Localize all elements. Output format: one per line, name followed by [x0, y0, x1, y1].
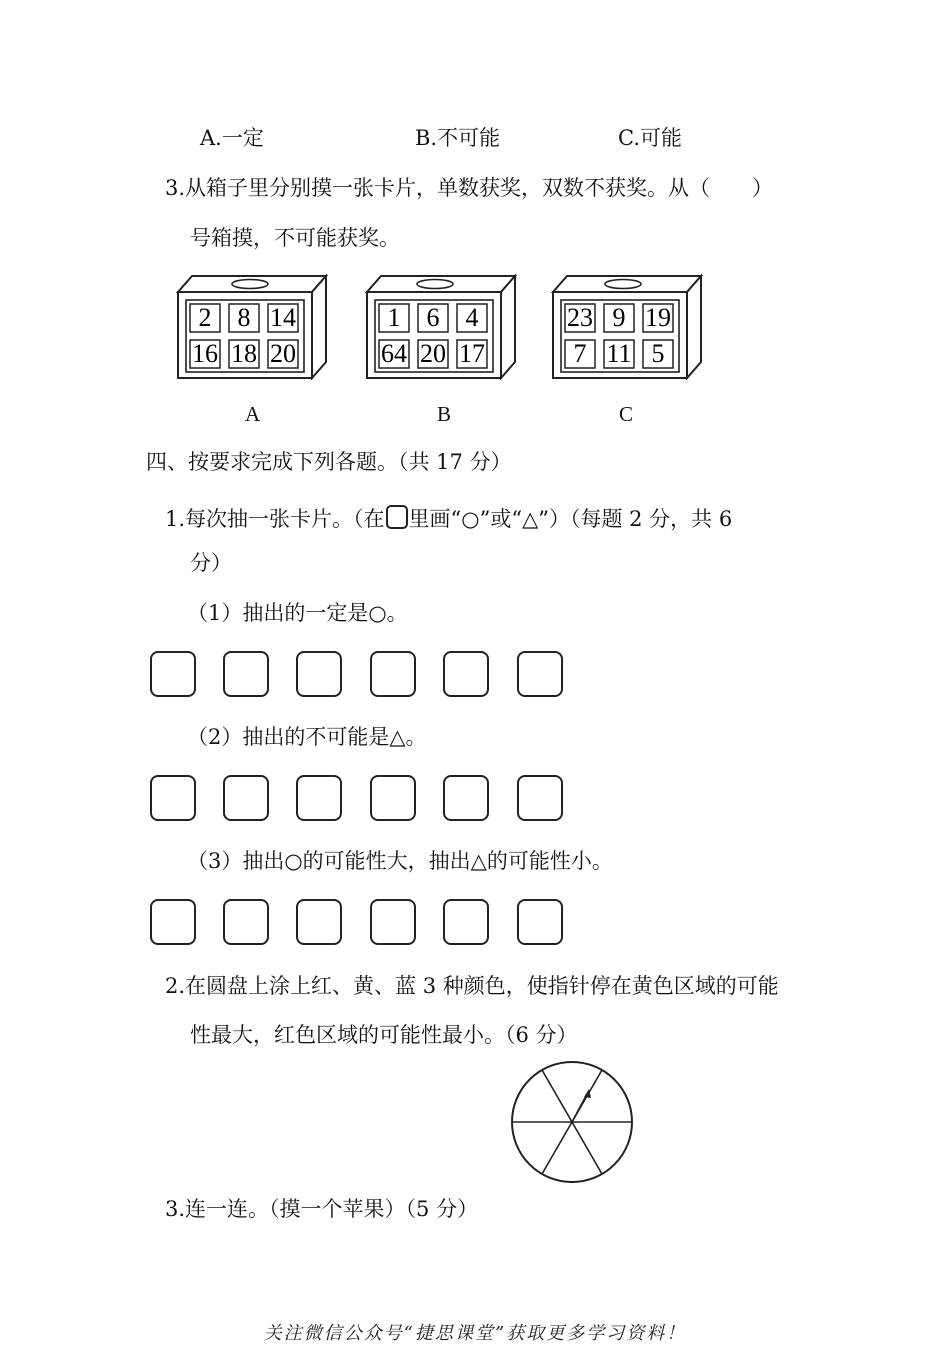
- card: 23: [567, 303, 593, 332]
- s4-q2-line1: 2.在圆盘上涂上红、黄、蓝 3 种颜色，使指针停在黄色区域的可能: [165, 974, 779, 998]
- answer-box[interactable]: [443, 651, 489, 697]
- answer-box[interactable]: [223, 775, 269, 821]
- card: 1: [387, 303, 401, 332]
- box-a-illustration: [176, 274, 328, 380]
- card: 16: [192, 339, 218, 368]
- q3-text-line2: 号箱摸，不可能获奖。: [190, 226, 400, 250]
- answer-box[interactable]: [223, 651, 269, 697]
- answer-box[interactable]: [443, 899, 489, 945]
- s4-q1-line1: [165, 505, 732, 530]
- s4-q3-line1: 3.连一连。（摸一个苹果）（5 分）: [165, 1197, 479, 1221]
- card: 17: [459, 339, 485, 368]
- card: 2: [198, 303, 212, 332]
- answer-box[interactable]: [150, 651, 196, 697]
- card: 20: [270, 339, 296, 368]
- s4-q1-line2: 分）: [190, 551, 232, 575]
- s4-q1-line1-pre: 1.每次抽一张卡片。（在: [165, 507, 385, 531]
- card: 11: [606, 339, 632, 368]
- spinner-disc[interactable]: [508, 1060, 636, 1184]
- card: 7: [573, 339, 587, 368]
- box-a-label: A: [245, 402, 261, 426]
- s4-q2-line2: 性最大，红色区域的可能性最小。（6 分）: [190, 1023, 578, 1047]
- box-c-label: C: [619, 402, 634, 426]
- answer-box[interactable]: [150, 899, 196, 945]
- option-b: B.不可能: [415, 126, 501, 150]
- s4-q1-sub3: （3）抽出○的可能性大，抽出△的可能性小。: [187, 849, 613, 873]
- card: 4: [465, 303, 479, 332]
- answer-box[interactable]: [223, 899, 269, 945]
- box-c-illustration: [551, 274, 703, 380]
- card: 8: [237, 303, 251, 332]
- s4-q1-sub2: （2）抽出的不可能是△。: [187, 725, 427, 749]
- answer-box[interactable]: [370, 651, 416, 697]
- answer-box[interactable]: [296, 775, 342, 821]
- card: 6: [426, 303, 440, 332]
- card: 19: [645, 303, 671, 332]
- answer-box[interactable]: [517, 899, 563, 945]
- option-c: C.可能: [618, 126, 682, 150]
- answer-box[interactable]: [517, 651, 563, 697]
- card: 9: [612, 303, 626, 332]
- s4-q1-sub1: （1）抽出的一定是○。: [187, 601, 408, 625]
- box-b-illustration: [365, 274, 517, 380]
- card: 64: [381, 339, 407, 368]
- answer-box[interactable]: [370, 775, 416, 821]
- answer-box[interactable]: [443, 775, 489, 821]
- s4-q1-line1-post: 里画“○”或“△”）（每题 2 分，共 6: [408, 507, 733, 531]
- section-4-heading: 四、按要求完成下列各题。（共 17 分）: [146, 450, 512, 474]
- answer-box[interactable]: [150, 775, 196, 821]
- box-b-label: B: [437, 402, 452, 426]
- footer-note: 关注微信公众号“捷思课堂”获取更多学习资料！: [263, 1323, 687, 1344]
- option-a: A.一定: [200, 126, 264, 150]
- answer-box[interactable]: [296, 651, 342, 697]
- answer-box[interactable]: [517, 775, 563, 821]
- q3-text-line1: 3.从箱子里分别摸一张卡片，单数获奖，双数不获奖。从（ ）: [165, 176, 774, 200]
- card: 18: [231, 339, 257, 368]
- card: 14: [270, 303, 296, 332]
- card: 5: [651, 339, 665, 368]
- answer-box[interactable]: [370, 899, 416, 945]
- inline-square-icon: [386, 505, 408, 529]
- card: 20: [420, 339, 446, 368]
- answer-box[interactable]: [296, 899, 342, 945]
